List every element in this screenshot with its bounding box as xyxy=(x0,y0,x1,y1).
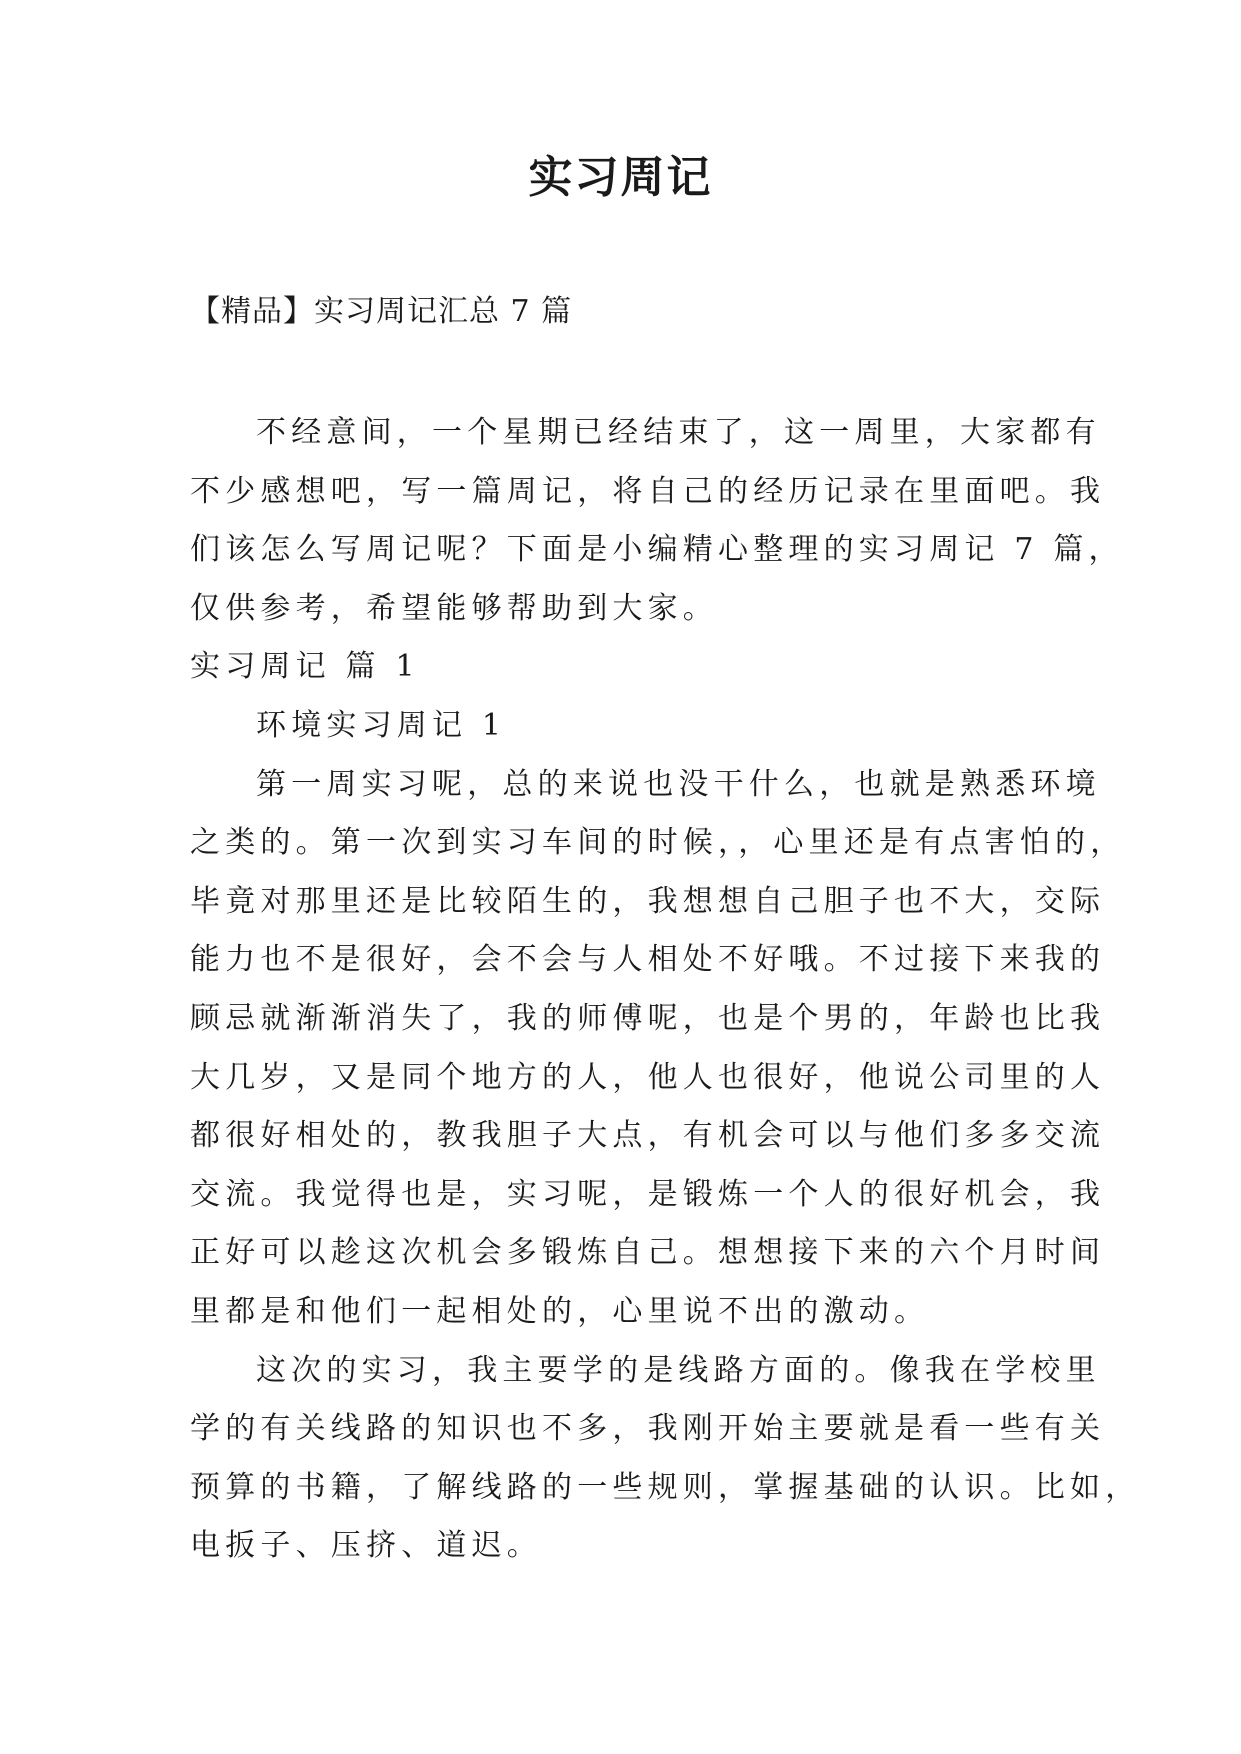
body-line: 毕竟对那里还是比较陌生的，我想想自己胆子也不大，交际 xyxy=(190,883,1106,919)
body-line: 大几岁，又是同个地方的人，他人也很好，他说公司里的人 xyxy=(190,1059,1106,1095)
document-body xyxy=(190,404,1141,1576)
body-line: 第一周实习呢，总的来说也没干什么，也就是熟悉环境 xyxy=(256,766,1101,802)
body-line: 学的有关线路的知识也不多，我刚开始主要就是看一些有关 xyxy=(190,1411,1106,1447)
body-line: 预算的书籍，了解线路的一些规则，掌握基础的认识。比如， xyxy=(190,1469,1141,1505)
body-line: 之类的。第一次到实习车间的时候，，心里还是有点害怕的， xyxy=(190,825,1126,861)
body-line: 们该怎么写周记呢？下面是小编精心整理的实习周记 7 篇， xyxy=(190,532,1124,568)
body-line: 交流。我觉得也是，实习呢，是锻炼一个人的很好机会，我 xyxy=(190,1176,1106,1212)
body-line: 不经意间，一个星期已经结束了，这一周里，大家都有 xyxy=(256,415,1101,450)
document-subtitle: 【精品】实习周记汇总 7 篇 xyxy=(190,294,573,329)
body-line: 电扳子、压挤、道迟。 xyxy=(190,1528,542,1564)
body-line: 实习周记 篇 1 xyxy=(190,649,420,685)
body-line: 正好可以趁这次机会多锻炼自己。想想接下来的六个月时间 xyxy=(190,1235,1106,1271)
body-line: 环境实习周记 1 xyxy=(256,707,507,743)
body-line: 能力也不是很好，会不会与人相处不好哦。不过接下来我的 xyxy=(190,942,1106,978)
document-title: 实习周记 xyxy=(528,152,713,203)
body-line: 不少感想吧，写一篇周记，将自己的经历记录在里面吧。我 xyxy=(190,473,1106,509)
body-line: 仅供参考，希望能够帮助到大家。 xyxy=(190,590,718,626)
body-line: 都很好相处的，教我胆子大点，有机会可以与他们多多交流 xyxy=(190,1118,1106,1154)
body-line: 顾忌就渐渐消失了，我的师傅呢，也是个男的，年龄也比我 xyxy=(190,1000,1106,1036)
body-line: 里都是和他们一起相处的，心里说不出的激动。 xyxy=(190,1293,930,1329)
body-line: 这次的实习，我主要学的是线路方面的。像我在学校里 xyxy=(256,1352,1101,1388)
